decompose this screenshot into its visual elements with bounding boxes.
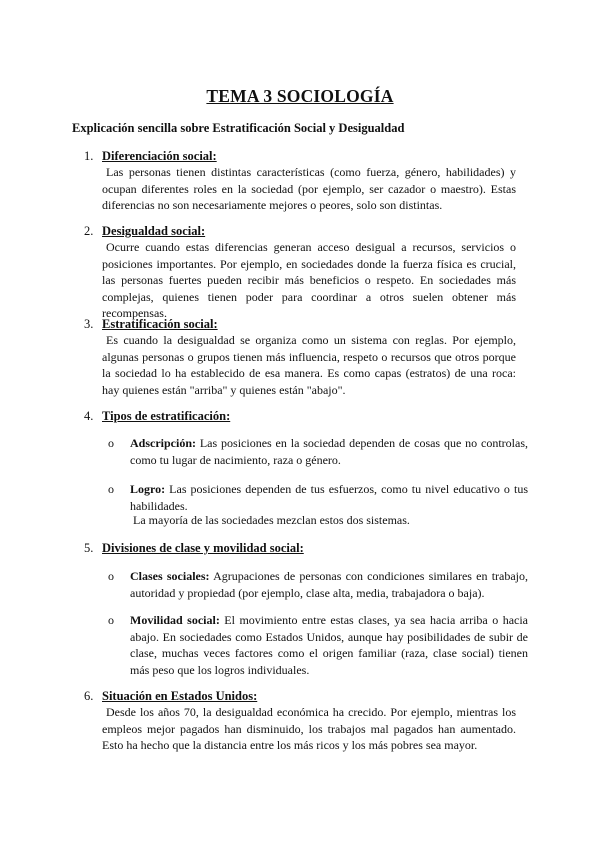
section-number: 4. xyxy=(84,409,94,423)
section-divisiones xyxy=(84,540,516,556)
section-estratificacion xyxy=(84,316,516,398)
section-diferenciacion xyxy=(84,148,516,214)
section-heading-text: Situación en Estados Unidos: xyxy=(102,689,258,703)
section-note: La mayoría de las sociedades mezclan estos dos sistemas. xyxy=(133,513,410,527)
page-title: TEMA 3 SOCIOLOGÍA xyxy=(206,86,394,106)
section-tipos xyxy=(84,408,516,424)
section-number: 2. xyxy=(84,224,94,238)
bullet-marker: o xyxy=(108,482,114,496)
bullet-text: Agrupaciones de personas con condiciones similares en trabajo, autoridad y propiedad (por ejemplo, clase alta, media, trabajadora o baja). xyxy=(130,569,529,600)
bullet-term: Clases sociales: xyxy=(130,569,210,583)
section-paragraph: Las personas tienen distintas características (como fuerza, género, habilidades) y ocupan diferentes roles en la sociedad (por ejemplo, ser cazador o maestro). Estas diferencias no son necesariamente mejores o peores, solo son distintas. xyxy=(102,165,516,212)
list-item-logro xyxy=(108,481,528,514)
section-heading xyxy=(84,688,516,704)
section-situacion xyxy=(84,688,516,754)
section-heading xyxy=(84,540,516,556)
list-item-adscripcion xyxy=(108,435,528,468)
list-item-movilidad xyxy=(108,612,528,678)
section-heading xyxy=(84,408,516,424)
bullet-marker: o xyxy=(108,613,114,627)
list-item-clases xyxy=(108,568,528,601)
section-heading xyxy=(84,316,516,332)
section-heading-text: Estratificación social: xyxy=(102,317,218,331)
bullet-term: Logro: xyxy=(130,482,166,496)
section-heading xyxy=(84,223,516,239)
section-number: 3. xyxy=(84,317,94,331)
document-subtitle: Explicación sencilla sobre Estratificación Social y Desigualdad xyxy=(72,121,405,135)
section-paragraph: Desde los años 70, la desigualdad económica ha crecido. Por ejemplo, mientras los empleos mejor pagados han disminuido, los trabajos mal pagados han aumentado. Esto ha hecho que la distancia entre los más ricos y los más pobres sea mayor. xyxy=(102,705,516,752)
section-heading xyxy=(84,148,516,164)
section-number: 5. xyxy=(84,541,94,555)
bullet-marker: o xyxy=(108,436,114,450)
section-heading-text: Desigualdad social: xyxy=(102,224,206,238)
section-number: 1. xyxy=(84,149,94,163)
bullet-term: Movilidad social: xyxy=(130,613,220,627)
bullet-text: Las posiciones en la sociedad dependen de cosas que no controlas, como tu lugar de nacimiento, raza o género. xyxy=(130,436,528,467)
section-paragraph: Es cuando la desigualdad se organiza como un sistema con reglas. Por ejemplo, algunas personas o grupos tienen más influencia, respeto o recursos que otros porque la sociedad lo ha establecido de esa manera. Es como capas (estratos) de una roca: hay quienes están "arriba" y quienes están "abajo". xyxy=(102,333,516,397)
section-heading-text: Diferenciación social: xyxy=(102,149,217,163)
bullet-term: Adscripción: xyxy=(130,436,196,450)
section-heading-text: Tipos de estratificación: xyxy=(102,409,231,423)
section-number: 6. xyxy=(84,689,94,703)
section-paragraph: Ocurre cuando estas diferencias generan acceso desigual a recursos, servicios o posiciones importantes. Por ejemplo, en sociedades donde la fuerza física es crucial, las personas fuertes pueden recibir más beneficios o respeto. En sociedades más complejas, quienes tienen poder para coordinar a otros suelen obtener más recompensas. xyxy=(102,240,516,320)
bullet-marker: o xyxy=(108,569,114,583)
section-heading-text: Divisiones de clase y movilidad social: xyxy=(102,541,304,555)
bullet-text: El movimiento entre estas clases, ya sea hacia arriba o hacia abajo. En sociedades como Estados Unidos, aunque hay posibilidades de subir de clase, muchas veces factores como el origen familiar (raza, clase social) tienen más peso que los logros individuales. xyxy=(130,613,529,677)
section-desigualdad xyxy=(84,223,516,322)
bullet-text: Las posiciones dependen de tus esfuerzos, como tu nivel educativo o tus habilidades. xyxy=(130,482,528,513)
